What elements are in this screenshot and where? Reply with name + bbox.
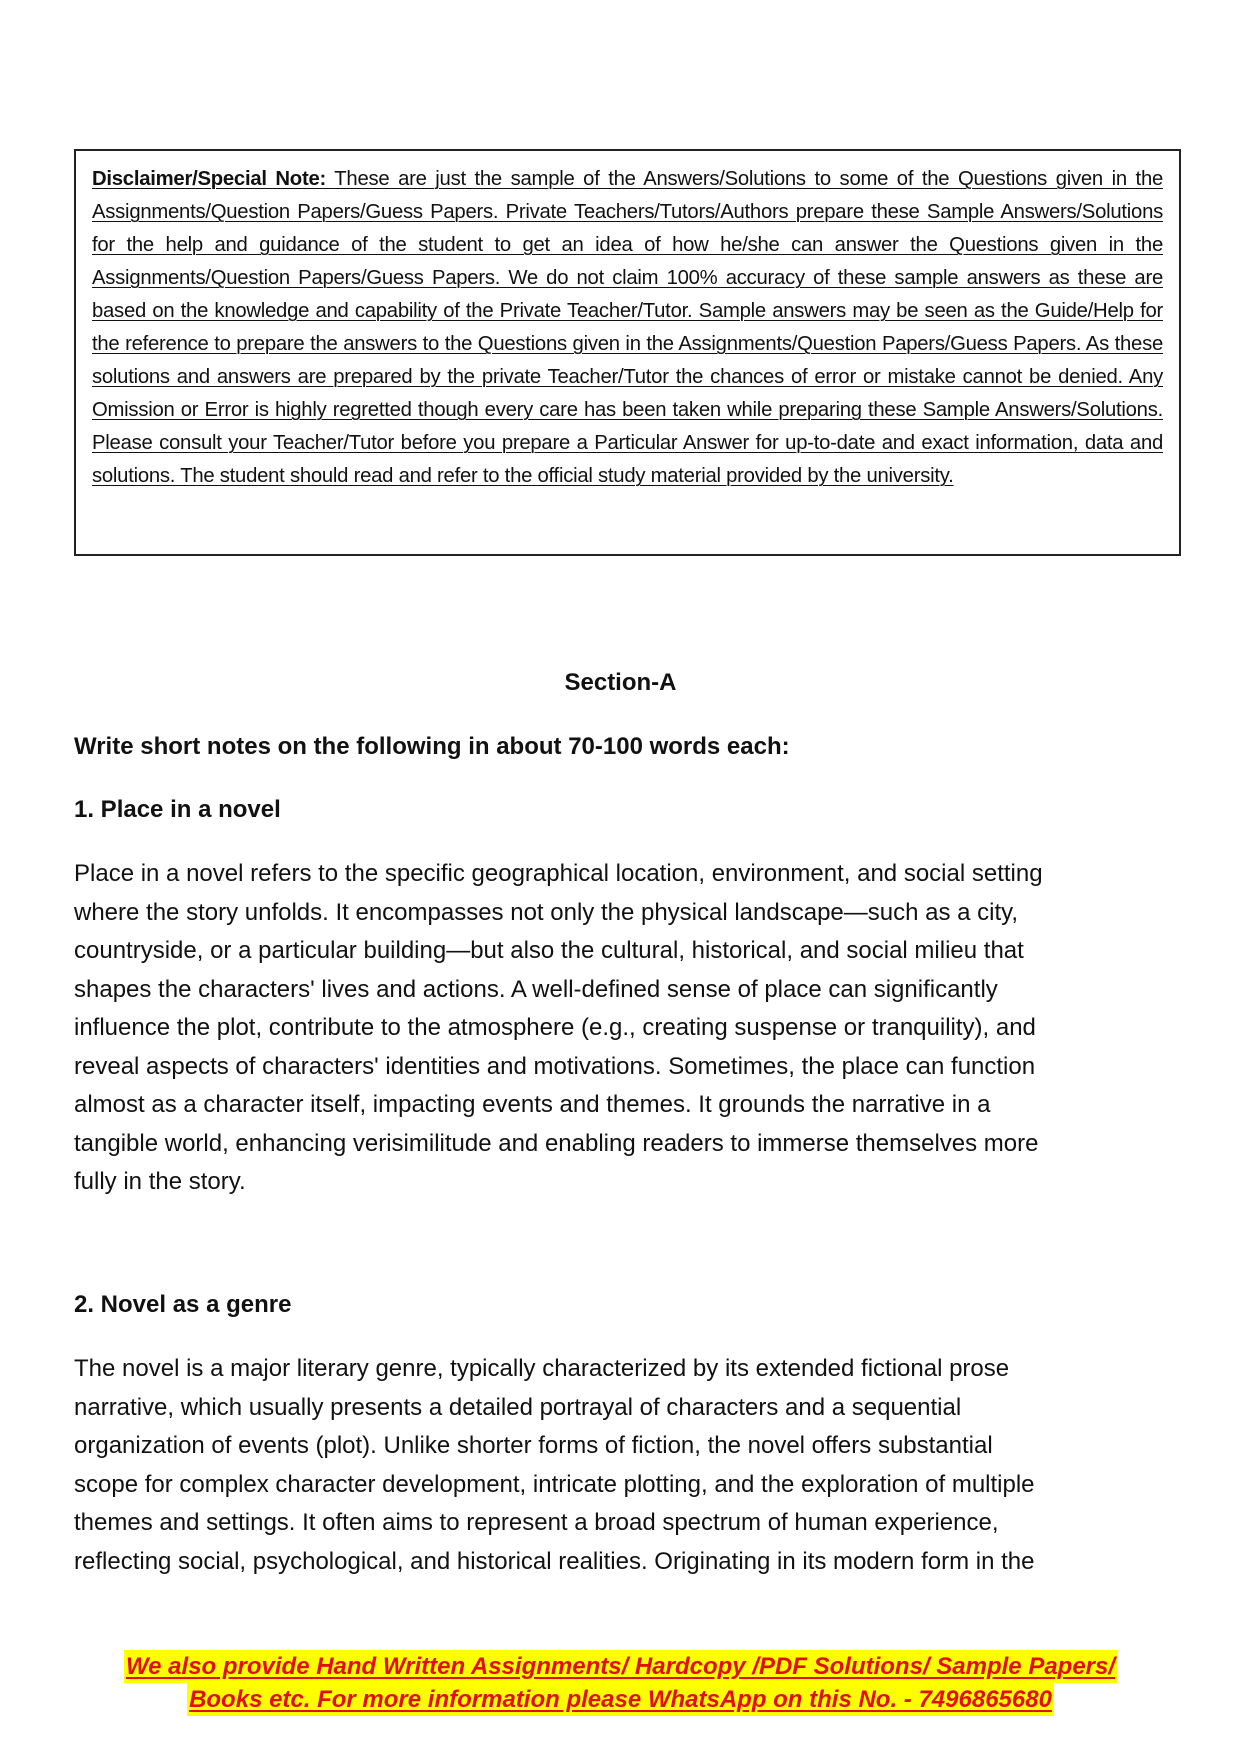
answer-line: The novel is a major literary genre, typically characterized by its extended fictional prose bbox=[74, 1355, 1010, 1382]
footer-promo bbox=[0, 1650, 1241, 1716]
answer-line: fully in the story. bbox=[74, 1168, 246, 1195]
answer-line: organization of events (plot). Unlike shorter forms of fiction, the novel offers substantial bbox=[74, 1432, 993, 1459]
answer-line: influence the plot, contribute to the atmosphere (e.g., creating suspense or tranquility), and bbox=[74, 1014, 1036, 1041]
footer-line-1: We also provide Hand Written Assignments/ Hardcopy /PDF Solutions/ Sample Papers/ bbox=[124, 1650, 1117, 1683]
answer-line: countryside, or a particular building—but also the cultural, historical, and social milieu that bbox=[74, 937, 1024, 964]
section-title: Section-A bbox=[564, 669, 677, 696]
answer-line: scope for complex character development, intricate plotting, and the exploration of multiple bbox=[74, 1470, 1035, 1498]
footer-line-2: Books etc. For more information please WhatsApp on this No. - 7496865680 bbox=[187, 1683, 1054, 1716]
answer-line: shapes the characters' lives and actions. A well-defined sense of place can significantly bbox=[74, 975, 998, 1003]
question-2-answer bbox=[74, 1350, 1174, 1581]
answer-line: tangible world, enhancing verisimilitude and enabling readers to immerse themselves more bbox=[74, 1129, 1039, 1157]
answer-line: narrative, which usually presents a detailed portrayal of characters and a sequential bbox=[74, 1393, 962, 1421]
section-instruction: Write short notes on the following in about 70-100 words each: bbox=[74, 733, 790, 760]
disclaimer-text: These are just the sample of the Answers/Solutions to some of the Questions given in the Assignments/Question Papers/Guess Papers. Private Teachers/Tutors/Authors prepare these Sample Answers/Solutions for the help and guidance of the student to get an idea of how he/she can answer the Questions given in the Assignments/Question Papers/Guess Papers. We do not claim 100% accuracy of these sample answers as these are based on the knowledge and capability of the Private Teacher/Tutor. Sample answers may be seen as the Guide/Help for the reference to prepare the answers to the Questions given in the Assignments/Question Papers/Guess Papers. As these solutions and answers are prepared by the private Teacher/Tutor the chances of error or mistake cannot be denied. Any Omission or Error is highly regretted though every care has been taken while preparing these Sample Answers/Solutions. Please consult your Teacher/Tutor before you prepare a Particular Answer for up-to-date and exact information, data and solutions. The student should read and refer to the official study material provided by the university. bbox=[92, 168, 1163, 487]
disclaimer-box bbox=[74, 149, 1181, 556]
disclaimer-label: Disclaimer/Special Note: bbox=[92, 168, 326, 190]
question-2-heading: 2. Novel as a genre bbox=[74, 1291, 292, 1318]
question-1-answer bbox=[74, 855, 1174, 1202]
question-1-heading: 1. Place in a novel bbox=[74, 796, 281, 823]
answer-line: where the story unfolds. It encompasses not only the physical landscape—such as a city, bbox=[74, 898, 1019, 926]
answer-line: almost as a character itself, impacting events and themes. It grounds the narrative in a bbox=[74, 1091, 991, 1118]
answer-line: Place in a novel refers to the specific geographical location, environment, and social setting bbox=[74, 860, 1043, 887]
answer-line: reveal aspects of characters' identities and motivations. Sometimes, the place can function bbox=[74, 1052, 1036, 1080]
answer-line: themes and settings. It often aims to represent a broad spectrum of human experience, bbox=[74, 1509, 999, 1536]
answer-line: reflecting social, psychological, and historical realities. Originating in its modern form in the bbox=[74, 1547, 1035, 1575]
